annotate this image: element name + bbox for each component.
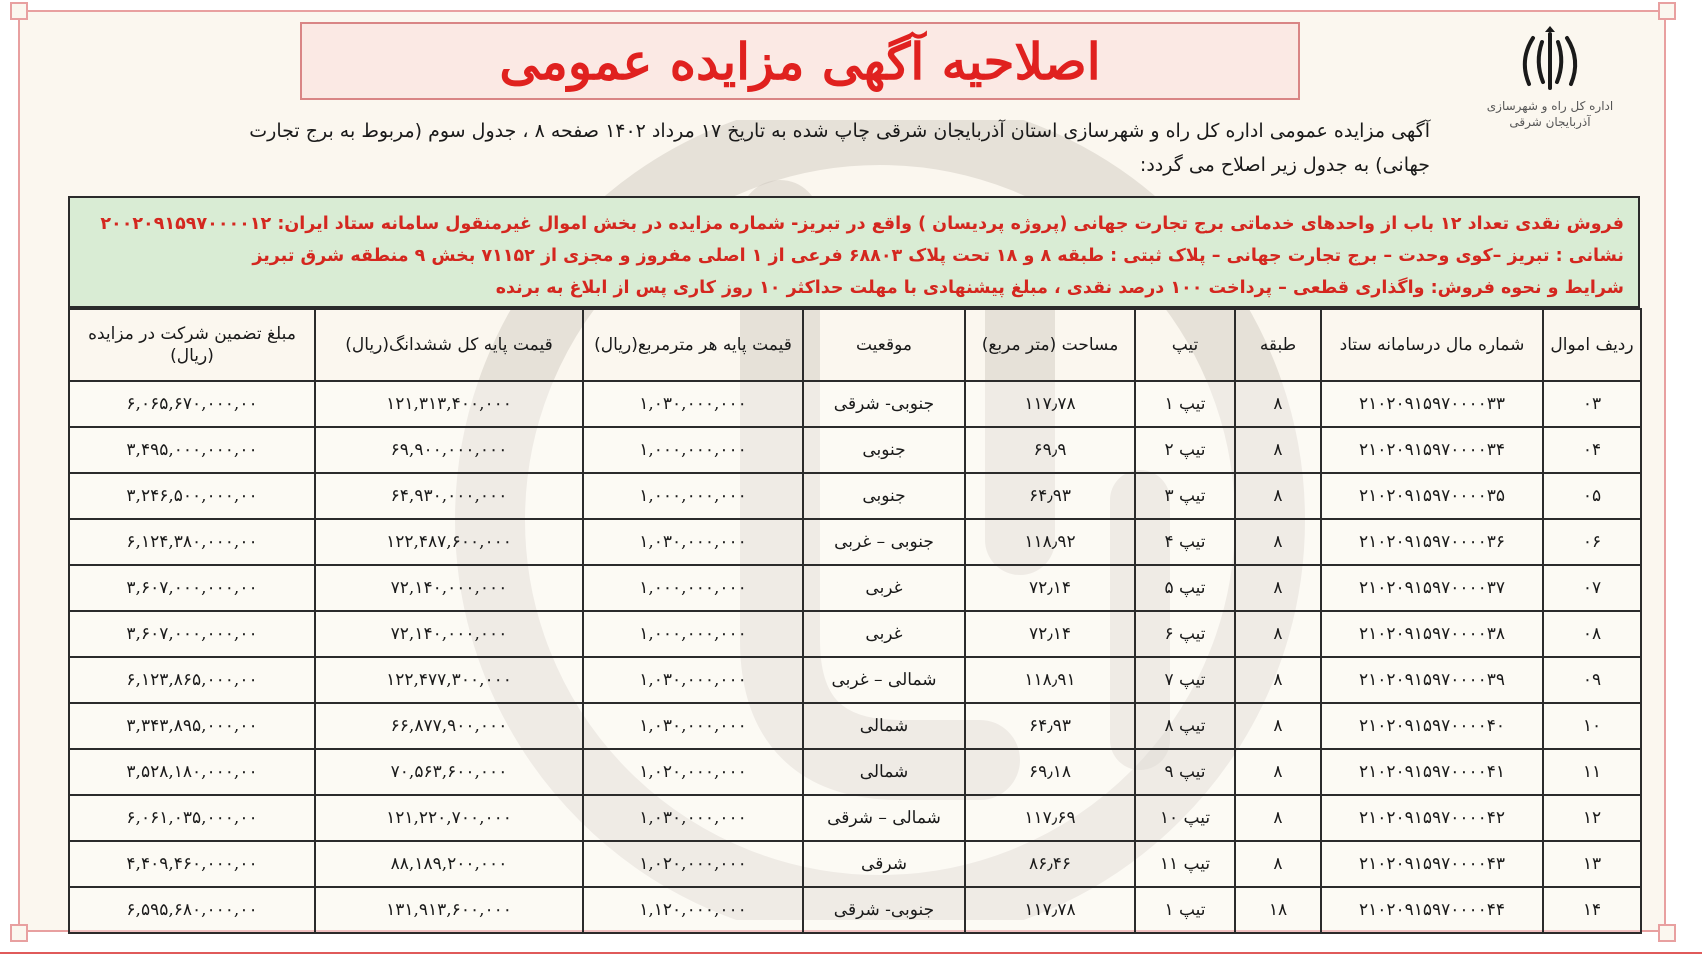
cell-floor: ۸ [1235, 841, 1321, 887]
cell-unit-price: ۱,۰۰۰,۰۰۰,۰۰۰ [583, 427, 803, 473]
table-row [69, 611, 1641, 657]
frame-corner [1658, 924, 1676, 942]
intro-line: جهانی) به جدول زیر اصلاح می گردد: [1139, 154, 1430, 176]
intro-line: آگهی مزایده عمومی اداره کل راه و شهرسازی استان آذربایجان شرقی چاپ شده به تاریخ ۱۷ مرداد ۱۴۰۲ صفحه ۸ ، جدول سوم (مربوط به برج تجارت [249, 120, 1430, 142]
cell-deposit: ۴,۴۰۹,۴۶۰,۰۰۰,۰۰ [69, 841, 315, 887]
logo-caption-line2: آذربایجان شرقی [1509, 115, 1591, 129]
cell-row-number: ۰۴ [1543, 427, 1641, 473]
cell-property-code: ۲۱۰۲۰۹۱۵۹۷۰۰۰۰۴۲ [1321, 795, 1543, 841]
table-row [69, 749, 1641, 795]
cell-deposit: ۳,۲۴۶,۵۰۰,۰۰۰,۰۰ [69, 473, 315, 519]
cell-floor: ۸ [1235, 565, 1321, 611]
cell-unit-price: ۱,۰۰۰,۰۰۰,۰۰۰ [583, 565, 803, 611]
details-sale-line: فروش نقدی تعداد ۱۲ باب از واحدهای خدماتی برج تجارت جهانی (پروژه پردیسان ) واقع در تبریز- شماره مزایده در بخش اموال غیرمنقول سامانه ستاد ایران: ۲۰۰۲۰۹۱۵۹۷۰۰۰۰۱۲ [100, 214, 1624, 234]
cell-floor: ۸ [1235, 427, 1321, 473]
header-floor: طبقه [1235, 309, 1321, 381]
cell-deposit: ۶,۱۲۴,۳۸۰,۰۰۰,۰۰ [69, 519, 315, 565]
cell-unit-price: ۱,۰۳۰,۰۰۰,۰۰۰ [583, 657, 803, 703]
intro-paragraph [30, 114, 1430, 182]
cell-area: ۶۹٫۹ [965, 427, 1135, 473]
cell-unit-price: ۱,۰۳۰,۰۰۰,۰۰۰ [583, 795, 803, 841]
cell-property-code: ۲۱۰۲۰۹۱۵۹۷۰۰۰۰۳۵ [1321, 473, 1543, 519]
cell-floor: ۸ [1235, 703, 1321, 749]
cell-type: تیپ ۱ [1135, 887, 1235, 933]
cell-property-code: ۲۱۰۲۰۹۱۵۹۷۰۰۰۰۳۶ [1321, 519, 1543, 565]
cell-total-price: ۷۲,۱۴۰,۰۰۰,۰۰۰ [315, 565, 583, 611]
cell-location: شمالی [803, 749, 965, 795]
cell-deposit: ۳,۵۲۸,۱۸۰,۰۰۰,۰۰ [69, 749, 315, 795]
header-type: تیپ [1135, 309, 1235, 381]
cell-total-price: ۶۴,۹۳۰,۰۰۰,۰۰۰ [315, 473, 583, 519]
cell-type: تیپ ۹ [1135, 749, 1235, 795]
cell-total-price: ۸۸,۱۸۹,۲۰۰,۰۰۰ [315, 841, 583, 887]
cell-deposit: ۶,۱۲۳,۸۶۵,۰۰۰,۰۰ [69, 657, 315, 703]
cell-unit-price: ۱,۰۲۰,۰۰۰,۰۰۰ [583, 841, 803, 887]
cell-deposit: ۳,۶۰۷,۰۰۰,۰۰۰,۰۰ [69, 611, 315, 657]
cell-type: تیپ ۷ [1135, 657, 1235, 703]
cell-deposit: ۳,۳۴۳,۸۹۵,۰۰۰,۰۰ [69, 703, 315, 749]
cell-location: غربی [803, 565, 965, 611]
cell-area: ۸۶٫۴۶ [965, 841, 1135, 887]
table-row [69, 795, 1641, 841]
cell-type: تیپ ۵ [1135, 565, 1235, 611]
cell-type: تیپ ۸ [1135, 703, 1235, 749]
cell-property-code: ۲۱۰۲۰۹۱۵۹۷۰۰۰۰۳۹ [1321, 657, 1543, 703]
cell-property-code: ۲۱۰۲۰۹۱۵۹۷۰۰۰۰۴۳ [1321, 841, 1543, 887]
cell-area: ۱۱۷٫۷۸ [965, 381, 1135, 427]
cell-row-number: ۰۷ [1543, 565, 1641, 611]
cell-deposit: ۶,۵۹۵,۶۸۰,۰۰۰,۰۰ [69, 887, 315, 933]
cell-floor: ۸ [1235, 749, 1321, 795]
cell-area: ۶۴٫۹۳ [965, 703, 1135, 749]
page-title: اصلاحیه آگهی مزایده عمومی [499, 31, 1101, 91]
cell-property-code: ۲۱۰۲۰۹۱۵۹۷۰۰۰۰۳۸ [1321, 611, 1543, 657]
cell-type: تیپ ۱۰ [1135, 795, 1235, 841]
table-row [69, 427, 1641, 473]
cell-area: ۱۱۸٫۹۱ [965, 657, 1135, 703]
cell-deposit: ۶,۰۶۵,۶۷۰,۰۰۰,۰۰ [69, 381, 315, 427]
cell-type: تیپ ۱۱ [1135, 841, 1235, 887]
cell-property-code: ۲۱۰۲۰۹۱۵۹۷۰۰۰۰۴۱ [1321, 749, 1543, 795]
cell-total-price: ۱۲۲,۴۸۷,۶۰۰,۰۰۰ [315, 519, 583, 565]
title-banner [300, 22, 1300, 100]
details-address-line: نشانی : تبریز –کوی وحدت – برج تجارت جهانی – پلاک ثبتی : طبقه ۸ و ۱۸ تحت پلاک ۶۸۸۰۳ فرعی از ۱ اصلی مفروز و مجزی از ۷۱۱۵۲ بخش ۹ منطقه شرق تبریز [252, 246, 1624, 266]
cell-row-number: ۰۳ [1543, 381, 1641, 427]
cell-row-number: ۰۶ [1543, 519, 1641, 565]
cell-total-price: ۱۲۲,۴۷۷,۳۰۰,۰۰۰ [315, 657, 583, 703]
cell-area: ۱۱۷٫۷۸ [965, 887, 1135, 933]
cell-location: شمالی [803, 703, 965, 749]
cell-location: جنوبی – غربی [803, 519, 965, 565]
cell-unit-price: ۱,۰۲۰,۰۰۰,۰۰۰ [583, 749, 803, 795]
cell-floor: ۸ [1235, 519, 1321, 565]
cell-total-price: ۶۶,۸۷۷,۹۰۰,۰۰۰ [315, 703, 583, 749]
organization-logo [1480, 26, 1620, 156]
auction-table [68, 308, 1642, 934]
cell-deposit: ۳,۴۹۵,۰۰۰,۰۰۰,۰۰ [69, 427, 315, 473]
cell-area: ۶۹٫۱۸ [965, 749, 1135, 795]
frame-corner [10, 2, 28, 20]
cell-row-number: ۰۹ [1543, 657, 1641, 703]
cell-floor: ۸ [1235, 795, 1321, 841]
header-row-number: ردیف اموال [1543, 309, 1641, 381]
details-conditions-line: شرایط و نحوه فروش: واگذاری قطعی – پرداخت ۱۰۰ درصد نقدی ، مبلغ پیشنهادی با مهلت حداکثر ۱۰ روز کاری پس از ابلاغ به برنده [495, 278, 1624, 298]
cell-type: تیپ ۲ [1135, 427, 1235, 473]
logo-caption-line1: اداره کل راه و شهرسازی [1486, 99, 1614, 113]
table-row [69, 565, 1641, 611]
table-row [69, 381, 1641, 427]
cell-floor: ۸ [1235, 381, 1321, 427]
cell-location: جنوبی [803, 427, 965, 473]
header-area: مساحت (متر مربع) [965, 309, 1135, 381]
cell-total-price: ۷۲,۱۴۰,۰۰۰,۰۰۰ [315, 611, 583, 657]
cell-area: ۱۱۸٫۹۲ [965, 519, 1135, 565]
cell-location: شمالی – شرقی [803, 795, 965, 841]
cell-type: تیپ ۳ [1135, 473, 1235, 519]
cell-location: جنوبی- شرقی [803, 381, 965, 427]
cell-row-number: ۱۲ [1543, 795, 1641, 841]
header-location: موقعیت [803, 309, 965, 381]
cell-deposit: ۳,۶۰۷,۰۰۰,۰۰۰,۰۰ [69, 565, 315, 611]
table-row [69, 519, 1641, 565]
cell-location: شمالی – غربی [803, 657, 965, 703]
cell-area: ۷۲٫۱۴ [965, 611, 1135, 657]
cell-row-number: ۰۸ [1543, 611, 1641, 657]
table-row [69, 703, 1641, 749]
cell-unit-price: ۱,۰۰۰,۰۰۰,۰۰۰ [583, 473, 803, 519]
cell-type: تیپ ۴ [1135, 519, 1235, 565]
cell-row-number: ۰۵ [1543, 473, 1641, 519]
bottom-rule [0, 952, 1702, 954]
header-unit-price: قیمت پایه هر مترمربع(ریال) [583, 309, 803, 381]
cell-floor: ۸ [1235, 473, 1321, 519]
auction-details-box [68, 196, 1640, 308]
cell-unit-price: ۱,۰۰۰,۰۰۰,۰۰۰ [583, 611, 803, 657]
cell-property-code: ۲۱۰۲۰۹۱۵۹۷۰۰۰۰۳۷ [1321, 565, 1543, 611]
cell-total-price: ۱۳۱,۹۱۳,۶۰۰,۰۰۰ [315, 887, 583, 933]
cell-row-number: ۱۰ [1543, 703, 1641, 749]
table-row [69, 841, 1641, 887]
header-deposit: مبلغ تضمین شرکت در مزایده (ریال) [69, 309, 315, 381]
cell-unit-price: ۱,۰۳۰,۰۰۰,۰۰۰ [583, 703, 803, 749]
cell-location: غربی [803, 611, 965, 657]
cell-floor: ۱۸ [1235, 887, 1321, 933]
cell-row-number: ۱۱ [1543, 749, 1641, 795]
table-row [69, 657, 1641, 703]
cell-area: ۱۱۷٫۶۹ [965, 795, 1135, 841]
cell-property-code: ۲۱۰۲۰۹۱۵۹۷۰۰۰۰۴۴ [1321, 887, 1543, 933]
cell-property-code: ۲۱۰۲۰۹۱۵۹۷۰۰۰۰۳۳ [1321, 381, 1543, 427]
frame-corner [10, 924, 28, 942]
cell-unit-price: ۱,۱۲۰,۰۰۰,۰۰۰ [583, 887, 803, 933]
cell-type: تیپ ۱ [1135, 381, 1235, 427]
auction-table-wrapper [68, 308, 1640, 934]
table-header-row [69, 309, 1641, 381]
cell-floor: ۸ [1235, 611, 1321, 657]
cell-row-number: ۱۴ [1543, 887, 1641, 933]
cell-property-code: ۲۱۰۲۰۹۱۵۹۷۰۰۰۰۳۴ [1321, 427, 1543, 473]
cell-total-price: ۱۲۱,۲۲۰,۷۰۰,۰۰۰ [315, 795, 583, 841]
cell-total-price: ۱۲۱,۳۱۳,۴۰۰,۰۰۰ [315, 381, 583, 427]
cell-total-price: ۷۰,۵۶۳,۶۰۰,۰۰۰ [315, 749, 583, 795]
cell-location: جنوبی- شرقی [803, 887, 965, 933]
cell-location: جنوبی [803, 473, 965, 519]
table-row [69, 887, 1641, 933]
cell-area: ۷۲٫۱۴ [965, 565, 1135, 611]
cell-area: ۶۴٫۹۳ [965, 473, 1135, 519]
cell-total-price: ۶۹,۹۰۰,۰۰۰,۰۰۰ [315, 427, 583, 473]
frame-corner [1658, 2, 1676, 20]
cell-type: تیپ ۶ [1135, 611, 1235, 657]
header-total-price: قیمت پایه کل ششدانگ(ریال) [315, 309, 583, 381]
cell-unit-price: ۱,۰۳۰,۰۰۰,۰۰۰ [583, 381, 803, 427]
header-property-code: شماره مال درسامانه ستاد [1321, 309, 1543, 381]
iran-emblem-icon [1515, 26, 1585, 98]
table-row [69, 473, 1641, 519]
cell-row-number: ۱۳ [1543, 841, 1641, 887]
cell-floor: ۸ [1235, 657, 1321, 703]
cell-deposit: ۶,۰۶۱,۰۳۵,۰۰۰,۰۰ [69, 795, 315, 841]
cell-location: شرقی [803, 841, 965, 887]
cell-unit-price: ۱,۰۳۰,۰۰۰,۰۰۰ [583, 519, 803, 565]
cell-property-code: ۲۱۰۲۰۹۱۵۹۷۰۰۰۰۴۰ [1321, 703, 1543, 749]
